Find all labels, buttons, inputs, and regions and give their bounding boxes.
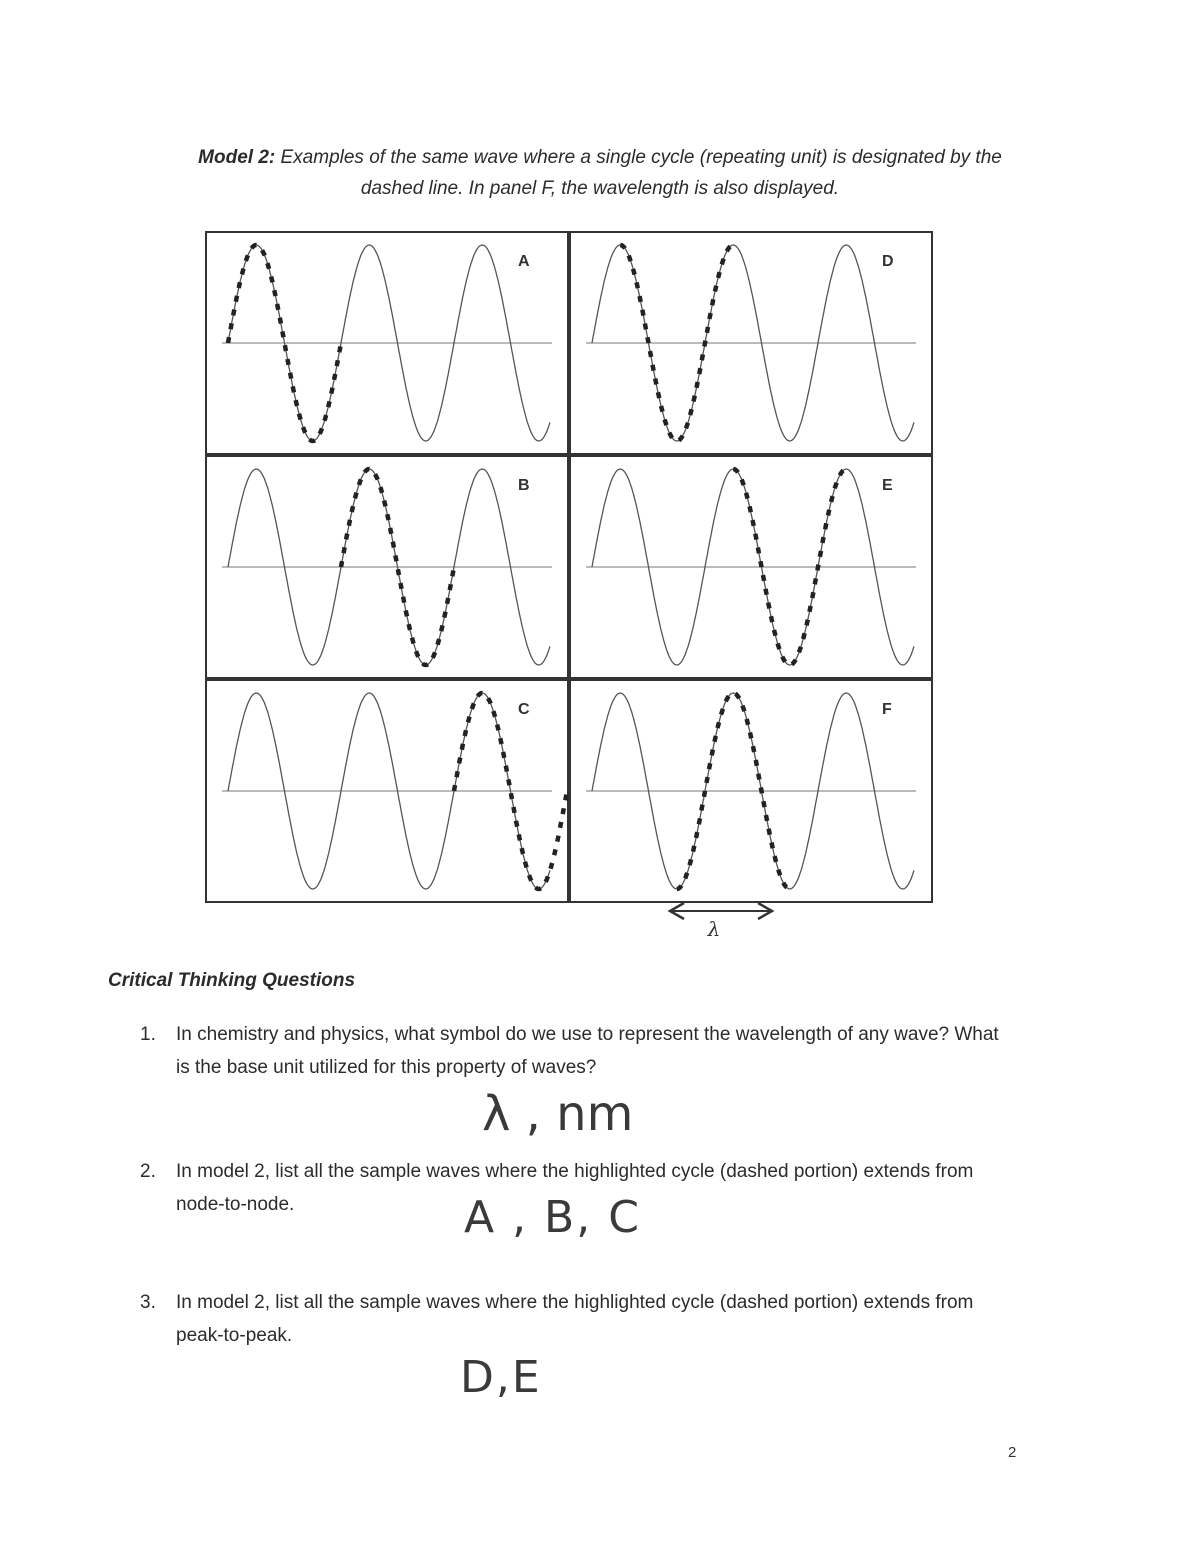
panel-label: F bbox=[882, 701, 892, 718]
answer-3: D,E bbox=[460, 1352, 542, 1403]
panel-label: D bbox=[882, 253, 894, 270]
panel-label: E bbox=[882, 477, 893, 494]
panel-label: B bbox=[518, 477, 530, 494]
question-number: 2. bbox=[140, 1161, 156, 1182]
model-description: Examples of the same wave where a single cycle (repeating unit) is designated by the dashed line. In panel F, the wavelength is also displayed. bbox=[280, 147, 1002, 199]
wavelength-symbol: λ bbox=[707, 917, 721, 941]
wave-panel-c bbox=[206, 680, 568, 902]
section-title: Critical Thinking Questions bbox=[108, 970, 356, 991]
wave-panel-a bbox=[206, 232, 568, 454]
page-number: 2 bbox=[1008, 1444, 1017, 1461]
wavelength-arrow bbox=[670, 903, 772, 941]
panel-label: A bbox=[518, 253, 530, 270]
wave-panel-f bbox=[570, 680, 932, 902]
wave-panel-d bbox=[570, 232, 932, 454]
wave-panel-b bbox=[206, 456, 568, 678]
question-text: In chemistry and physics, what symbol do we use to represent the wavelength of any wave? What is the base unit utilized for this property of waves? bbox=[176, 1024, 999, 1078]
question-text: In model 2, list all the sample waves where the highlighted cycle (dashed portion) extends from node-to-node. bbox=[176, 1161, 974, 1215]
model-label: Model 2: bbox=[198, 147, 276, 168]
panel-label: C bbox=[518, 701, 530, 718]
wave-panel-e bbox=[570, 456, 932, 678]
answer-2: A , B, C bbox=[464, 1192, 641, 1243]
question-number: 1. bbox=[140, 1024, 156, 1045]
question-text: In model 2, list all the sample waves where the highlighted cycle (dashed portion) extends from peak-to-peak. bbox=[176, 1292, 974, 1346]
question-number: 3. bbox=[140, 1292, 156, 1313]
answer-1: λ , nm bbox=[482, 1086, 634, 1142]
